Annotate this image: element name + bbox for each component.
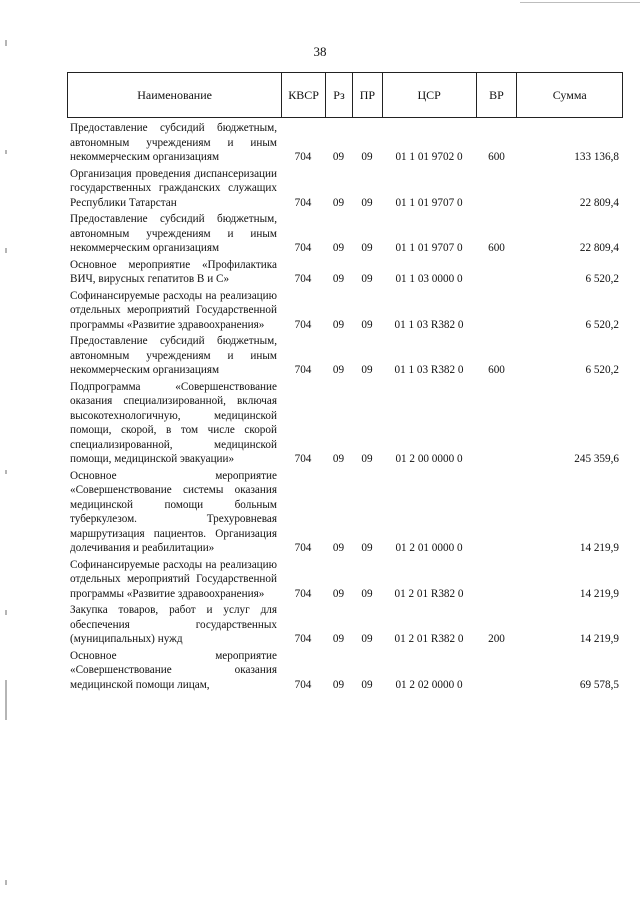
row-rz: 09 bbox=[332, 587, 345, 600]
row-name: Организация проведения диспансеризации государственных гражданских служащих Республики Татарстан bbox=[70, 167, 277, 209]
scan-edge-line bbox=[520, 2, 640, 3]
row-rz: 09 bbox=[332, 151, 345, 163]
row-pr: 09 bbox=[361, 242, 373, 254]
header-sum: Сумма bbox=[516, 73, 622, 117]
row-kvsr: 704 bbox=[294, 678, 312, 691]
row-sum: 6 520,2 bbox=[585, 273, 619, 285]
table-row bbox=[67, 118, 623, 165]
row-vr: 200 bbox=[488, 633, 505, 645]
row-sum: 245 359,6 bbox=[574, 453, 619, 465]
row-pr: 09 bbox=[361, 273, 373, 285]
row-rz: 09 bbox=[332, 453, 345, 465]
row-kvsr: 704 bbox=[294, 364, 312, 376]
row-csr: 01 1 03 R382 0 bbox=[394, 364, 464, 376]
row-csr: 01 1 01 9707 0 bbox=[395, 242, 463, 254]
row-csr: 01 2 00 0000 0 bbox=[395, 453, 463, 465]
row-kvsr: 704 bbox=[294, 587, 312, 600]
table-row bbox=[67, 334, 623, 378]
row-name: Основное мероприятие «Совершенствование оказания медицинской помощи лицам, bbox=[70, 649, 277, 691]
row-sum: 133 136,8 bbox=[574, 151, 619, 163]
row-name: Предоставление субсидий бюджетным, автономным учреждениям и иным некоммерческим организациям bbox=[70, 335, 277, 376]
header-rz: Рз bbox=[325, 73, 352, 117]
row-sum: 14 219,9 bbox=[579, 587, 619, 600]
row-kvsr: 704 bbox=[294, 453, 312, 465]
header-name: Наименование bbox=[137, 87, 212, 102]
row-rz: 09 bbox=[332, 242, 345, 254]
row-kvsr: 704 bbox=[294, 196, 312, 209]
row-csr: 01 2 01 R382 0 bbox=[394, 587, 464, 600]
row-name: Подпрограмма «Совершенствование оказания специализированной, включая высокотехнологичную, медицинской помощи, скорой, в том числе скорой специализированной, медицинской помощи, медицинской эвакуации» bbox=[70, 380, 277, 465]
table-row bbox=[67, 380, 623, 467]
row-pr: 09 bbox=[361, 678, 373, 691]
row-sum: 22 809,4 bbox=[579, 242, 619, 254]
header-kvsr: КВСР bbox=[281, 73, 325, 117]
row-pr: 09 bbox=[361, 318, 373, 331]
row-kvsr: 704 bbox=[294, 633, 312, 645]
header-vr: ВР bbox=[476, 73, 517, 117]
row-rz: 09 bbox=[332, 678, 345, 691]
row-csr: 01 1 01 9707 0 bbox=[395, 196, 463, 209]
row-pr: 09 bbox=[361, 364, 373, 376]
row-name: Основное мероприятие «Профилактика ВИЧ, вирусных гепатитов В и С» bbox=[70, 258, 277, 285]
table-row bbox=[67, 469, 623, 556]
row-name: Основное мероприятие «Совершенствование системы оказания медицинской помощи больным туберкулезом. Трехуровневая маршрутизация пациентов. Организация долечивания и реабилитации» bbox=[70, 469, 277, 554]
row-rz: 09 bbox=[332, 364, 345, 376]
row-pr: 09 bbox=[361, 587, 373, 600]
row-name: Предоставление субсидий бюджетным, автономным учреждениям и иным некоммерческим организациям bbox=[70, 213, 277, 254]
row-name: Закупка товаров, работ и услуг для обеспечения государственных (муниципальных) нужд bbox=[70, 604, 277, 645]
row-csr: 01 2 02 0000 0 bbox=[395, 678, 463, 691]
row-kvsr: 704 bbox=[294, 542, 312, 554]
row-vr: 600 bbox=[488, 242, 505, 254]
table-header bbox=[67, 72, 623, 118]
row-name: Софинансируемые расходы на реализацию отдельных мероприятий Государственной программы «Развитие здравоохранения» bbox=[70, 289, 277, 331]
row-rz: 09 bbox=[332, 318, 345, 331]
page-number: 38 bbox=[313, 44, 327, 59]
row-pr: 09 bbox=[361, 453, 373, 465]
table-row bbox=[67, 167, 623, 211]
table-row bbox=[67, 603, 623, 647]
table-body bbox=[67, 118, 623, 694]
row-rz: 09 bbox=[332, 542, 345, 554]
row-sum: 14 219,9 bbox=[579, 542, 619, 554]
table-row bbox=[67, 258, 623, 287]
row-kvsr: 704 bbox=[294, 242, 312, 254]
scan-edge-marks bbox=[5, 0, 13, 905]
row-sum: 6 520,2 bbox=[585, 364, 619, 376]
row-sum: 14 219,9 bbox=[579, 633, 619, 645]
table-row bbox=[67, 649, 623, 693]
row-kvsr: 704 bbox=[294, 273, 312, 285]
row-name: Предоставление субсидий бюджетным, автономным учреждениям и иным некоммерческим организациям bbox=[70, 122, 277, 163]
row-vr: 600 bbox=[488, 364, 505, 376]
row-sum: 22 809,4 bbox=[579, 196, 619, 209]
header-csr: ЦСР bbox=[382, 73, 476, 117]
row-kvsr: 704 bbox=[294, 151, 312, 163]
row-pr: 09 bbox=[361, 633, 373, 645]
row-csr: 01 1 03 0000 0 bbox=[395, 273, 463, 285]
row-sum: 69 578,5 bbox=[579, 678, 619, 691]
row-sum: 6 520,2 bbox=[585, 318, 619, 331]
row-csr: 01 2 01 0000 0 bbox=[395, 542, 463, 554]
table-row bbox=[67, 558, 623, 602]
row-name: Софинансируемые расходы на реализацию отдельных мероприятий Государственной программы «Развитие здравоохранения» bbox=[70, 558, 277, 600]
row-csr: 01 2 01 R382 0 bbox=[394, 633, 464, 645]
row-rz: 09 bbox=[332, 273, 345, 285]
row-pr: 09 bbox=[361, 196, 373, 209]
table-row bbox=[67, 212, 623, 256]
header-pr: ПР bbox=[352, 73, 382, 117]
row-pr: 09 bbox=[361, 151, 373, 163]
row-rz: 09 bbox=[332, 196, 345, 209]
row-pr: 09 bbox=[361, 542, 373, 554]
row-csr: 01 1 03 R382 0 bbox=[394, 318, 464, 331]
row-rz: 09 bbox=[332, 633, 345, 645]
row-vr: 600 bbox=[488, 151, 505, 163]
row-kvsr: 704 bbox=[294, 318, 312, 331]
row-csr: 01 1 01 9702 0 bbox=[395, 151, 463, 163]
table-row bbox=[67, 289, 623, 333]
